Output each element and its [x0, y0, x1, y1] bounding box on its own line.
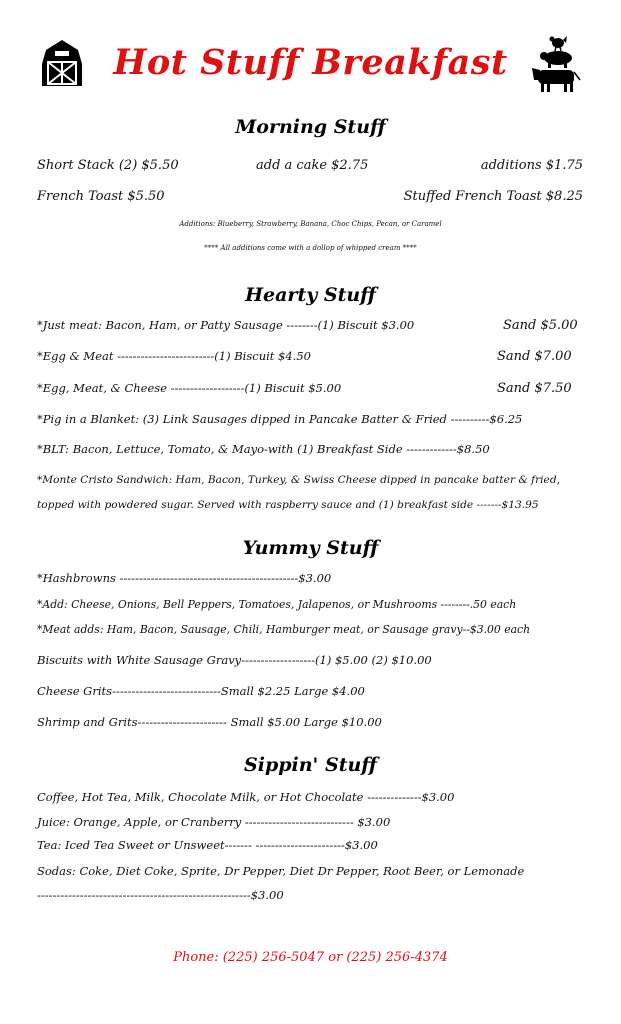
menu-item-just-meat-sandwich: Sand $5.00: [503, 318, 578, 333]
menu-item-hashbrowns: *Hashbrowns ----------------------------------------------$3.00: [37, 571, 332, 585]
menu-item-shrimp-grits: Shrimp and Grits----------------------- Small $5.00 Large $10.00: [37, 715, 382, 729]
menu-item-egg-meat: *Egg & Meat -------------------------(1) Biscuit $4.50: [37, 349, 311, 363]
section-heading-morning: Morning Stuff: [235, 116, 386, 138]
menu-item-egg-meat-sandwich: Sand $7.00: [497, 349, 572, 364]
section-heading-sippin: Sippin' Stuff: [244, 754, 377, 776]
menu-item-tea: Tea: Iced Tea Sweet or Unsweet------- -----------------------$3.00: [37, 838, 378, 852]
menu-item-cheese-grits: Cheese Grits----------------------------Small $2.25 Large $4.00: [37, 684, 365, 698]
menu-item-meat-adds: *Meat adds: Ham, Bacon, Sausage, Chili, Hamburger meat, or Sausage gravy--$3.00 each: [37, 623, 531, 636]
short-stack-item: Short Stack (2) $5.50: [37, 158, 179, 173]
phone-number: Phone: (225) 256-5047 or (225) 256-4374: [173, 950, 448, 965]
menu-item-sodas-price: -------------------------------------------------------$3.00: [37, 888, 284, 902]
menu-item-biscuits-gravy: Biscuits with White Sausage Gravy-------------------(1) $5.00 (2) $10.00: [37, 653, 432, 667]
add-cake-item: add a cake $2.75: [256, 158, 369, 173]
menu-item-egg-meat-cheese-sandwich: Sand $7.50: [497, 381, 572, 396]
section-heading-yummy: Yummy Stuff: [242, 537, 379, 559]
menu-item-just-meat: *Just meat: Bacon, Ham, or Patty Sausage --------(1) Biscuit $3.00: [37, 318, 415, 332]
page-title: Hot Stuff Breakfast: [113, 42, 508, 83]
menu-item-coffee: Coffee, Hot Tea, Milk, Chocolate Milk, or Hot Chocolate --------------$3.00: [37, 790, 455, 804]
whipped-cream-note: **** All additions come with a dollop of whipped cream ****: [204, 244, 417, 252]
additions-price: additions $1.75: [480, 158, 583, 173]
stuffed-french-toast-item: Stuffed French Toast $8.25: [403, 189, 583, 204]
french-toast-item: French Toast $5.50: [37, 189, 165, 204]
menu-item-egg-meat-cheese: *Egg, Meat, & Cheese -------------------(1) Biscuit $5.00: [37, 381, 342, 395]
additions-list: Additions: Blueberry, Strawberry, Banana, Choc Chips, Pecan, or Caramel: [179, 220, 442, 228]
menu-item-add-toppings: *Add: Cheese, Onions, Bell Peppers, Tomatoes, Jalapenos, or Mushrooms --------.50 each: [37, 598, 517, 611]
section-heading-hearty: Hearty Stuff: [245, 284, 376, 306]
menu-item-pig-in-blanket: *Pig in a Blanket: (3) Link Sausages dipped in Pancake Batter & Fried ----------$6.25: [37, 412, 523, 426]
menu-item-monte-cristo-continued: topped with powdered sugar. Served with raspberry sauce and (1) breakfast side -------$13.95: [37, 499, 539, 511]
menu-item-juice: Juice: Orange, Apple, or Cranberry ---------------------------- $3.00: [37, 815, 391, 829]
menu-item-blt: *BLT: Bacon, Lettuce, Tomato, & Mayo-with (1) Breakfast Side -------------$8.50: [37, 442, 490, 456]
menu-item-sodas: Sodas: Coke, Diet Coke, Sprite, Dr Pepper, Diet Dr Pepper, Root Beer, or Lemonade: [37, 864, 525, 878]
menu-item-monte-cristo: *Monte Cristo Sandwich: Ham, Bacon, Turkey, & Swiss Cheese dipped in pancake batter & fried,: [37, 474, 560, 486]
